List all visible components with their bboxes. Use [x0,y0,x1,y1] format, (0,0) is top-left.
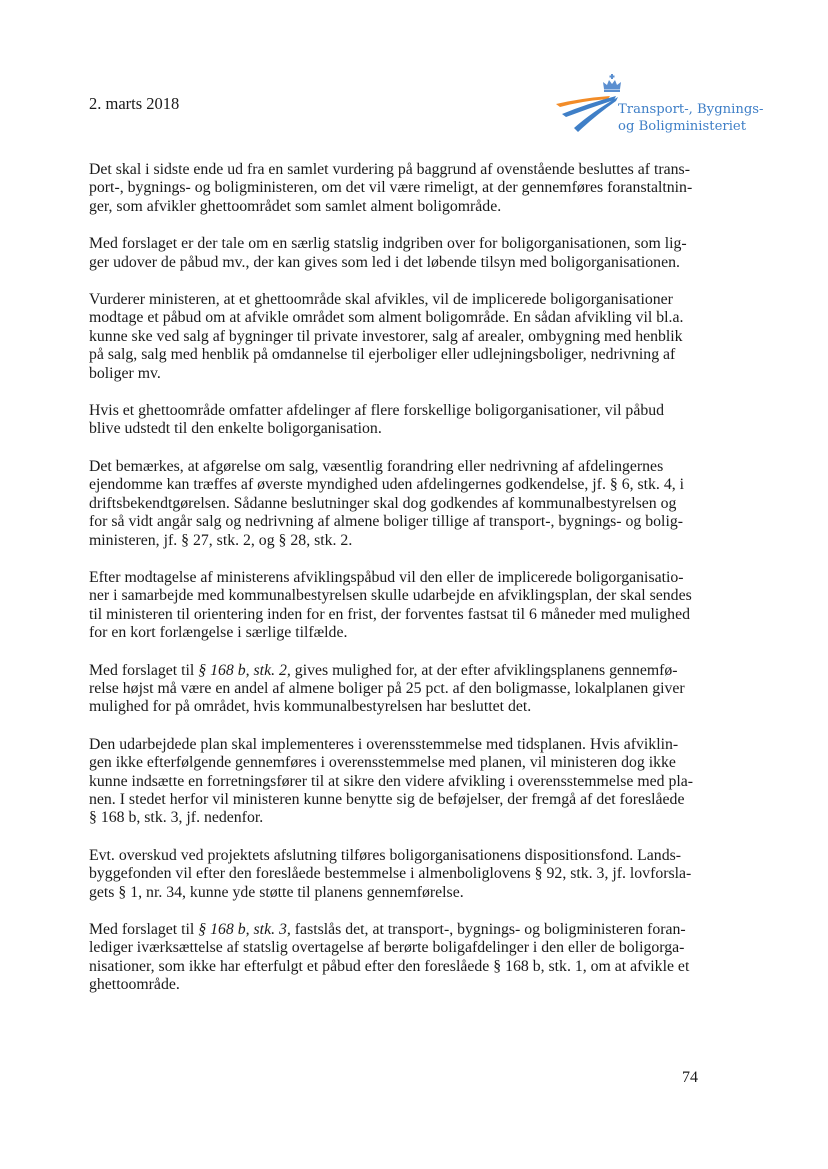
text-line: § 168 b, stk. 3, jf. nedenfor. [89,809,264,827]
text-line: port-, bygnings- og boligministeren, om det vil være rimeligt, at der gennemføres foranstaltnin- [89,179,693,197]
text-line: ner i samarbejde med kommunalbestyrelsen skulle udarbejde en afviklingsplan, der skal sendes [89,587,692,605]
page-number: 74 [682,1069,698,1086]
text-segment: fastslås det, at transport-, bygnings- og boligministeren foran- [290,921,686,938]
text-line: ghettoområde. [89,976,180,994]
text-segment: gives mulighed for, at der efter afviklingsplanens gennemfø- [290,661,678,679]
text-line: Det skal i sidste ende ud fra en samlet vurdering på baggrund af ovenstående besluttes af trans- [89,161,690,178]
text-line: blive udstedt til den enkelte boligorganisation. [89,420,382,438]
paragraph [89,458,701,550]
paragraph [89,662,701,717]
text-line: til ministeren til orientering inden for en frist, der forventes fastsat til 6 måneder med mulighed [89,605,690,623]
text-line: Hvis et ghettoområde omfatter afdelinger af flere forskellige boligorganisationer, vil påbud [89,402,665,420]
text-line: nen. I stedet herfor vil ministeren kunne benytte sig de beføjelser, der fremgå af det foreslåede [89,790,685,808]
legal-reference: § 168 b, stk. 3, [198,921,291,938]
text-line: gets § 1, nr. 34, kunne yde støtte til planens gennemførelse. [89,883,464,901]
paragraph [89,569,701,643]
text-line: Den udarbejdede plan skal implementeres i overensstemmelse med tidsplanen. Hvis afviklin- [89,735,679,753]
text-line: byggefonden vil efter den foreslåede bestemmelse i almenboliglovens § 92, stk. 3, jf. lovforsla- [89,865,692,883]
logo-line-2: og Boligministeriet [618,119,747,134]
text-line: kunne ske ved salg af bygninger til private investorer, salg af arealer, ombygning med henblik [89,327,683,345]
text-line: Efter modtagelse af ministerens afviklingspåbud vil den eller de implicerede boligorganisatio- [89,568,684,586]
paragraph [89,291,701,383]
text-line: for så vidt angår salg og nedrivning af almene boliger tillige af transport-, bygnings- og bolig- [89,513,683,531]
logo-line-1: Transport-, Bygnings- [618,102,764,117]
text-line: ministeren, jf. § 27, stk. 2, og § 28, stk. 2. [89,531,353,549]
text-line: lediger iværksættelse af statslig overtagelse af berørte boligafdelinger i den eller de boligorga- [89,939,685,957]
text-line: Evt. overskud ved projektets afslutning tilføres boligorganisationens dispositionsfond. Lands- [89,846,682,864]
paragraph [89,736,701,828]
paragraph [89,921,701,995]
document-body [89,161,701,1014]
text-line: Vurderer ministeren, at et ghettoområde skal afvikles, vil de implicerede boligorganisationer [89,291,673,309]
text-line: ger, som afvikler ghettoområdet som samlet alment boligområde. [89,197,502,215]
text-segment: Med forslaget til [89,661,199,679]
text-line: nisationer, som ikke har efterfulgt et påbud efter den foreslåede § 168 b, stk. 1, om at afvikle et [89,957,690,975]
text-line: modtage et påbud om at afvikle området som alment boligområde. En sådan afvikling vil bl.a. [89,309,684,327]
text-line: boliger mv. [89,364,161,382]
text-line: ejendomme kan træffes af øverste myndighed uden afdelingernes godkendelse, jf. § 6, stk. 4, i [89,476,685,494]
legal-reference: § 168 b, stk. 2, [198,661,291,679]
document-date: 2. marts 2018 [89,94,180,113]
text-line: kunne indsætte en forretningsfører til at sikre den videre afvikling i overensstemmelse med pla- [89,772,694,790]
text-line: ger udover de påbud mv., der kan gives som led i det løbende tilsyn med boligorganisationen. [89,253,680,271]
text-segment: Med forslaget til [89,921,199,938]
text-line: driftsbekendtgørelsen. Sådanne beslutninger skal dog godkendes af kommunalbestyrelsen og [89,494,677,512]
logo-text [618,101,764,135]
text-line [89,921,701,939]
text-line: gen ikke efterfølgende gennemføres i overensstemmelse med planen, vil ministeren dog ikke [89,754,676,772]
text-line: relse højst må være en andel af almene boliger på 25 pct. af den boligmasse, lokalplanen giver [89,679,685,697]
paragraph [89,847,701,902]
text-line: Det bemærkes, at afgørelse om salg, væsentlig forandring eller nedrivning af afdelingernes [89,457,664,475]
crown-swoosh-logo-icon [552,74,622,136]
paragraph [89,161,701,216]
text-line: Med forslaget er der tale om en særlig statslig indgriben over for boligorganisationen, som lig- [89,235,687,253]
text-line: mulighed for på området, hvis kommunalbestyrelsen har besluttet det. [89,698,532,716]
paragraph [89,402,701,439]
text-line: for en kort forlængelse i særlige tilfælde. [89,624,348,642]
text-line [89,662,701,680]
paragraph [89,235,701,272]
ministry-logo [552,74,762,140]
text-line: på salg, salg med henblik på omdannelse til ejerboliger eller udlejningsboliger, nedrivning af [89,346,676,364]
